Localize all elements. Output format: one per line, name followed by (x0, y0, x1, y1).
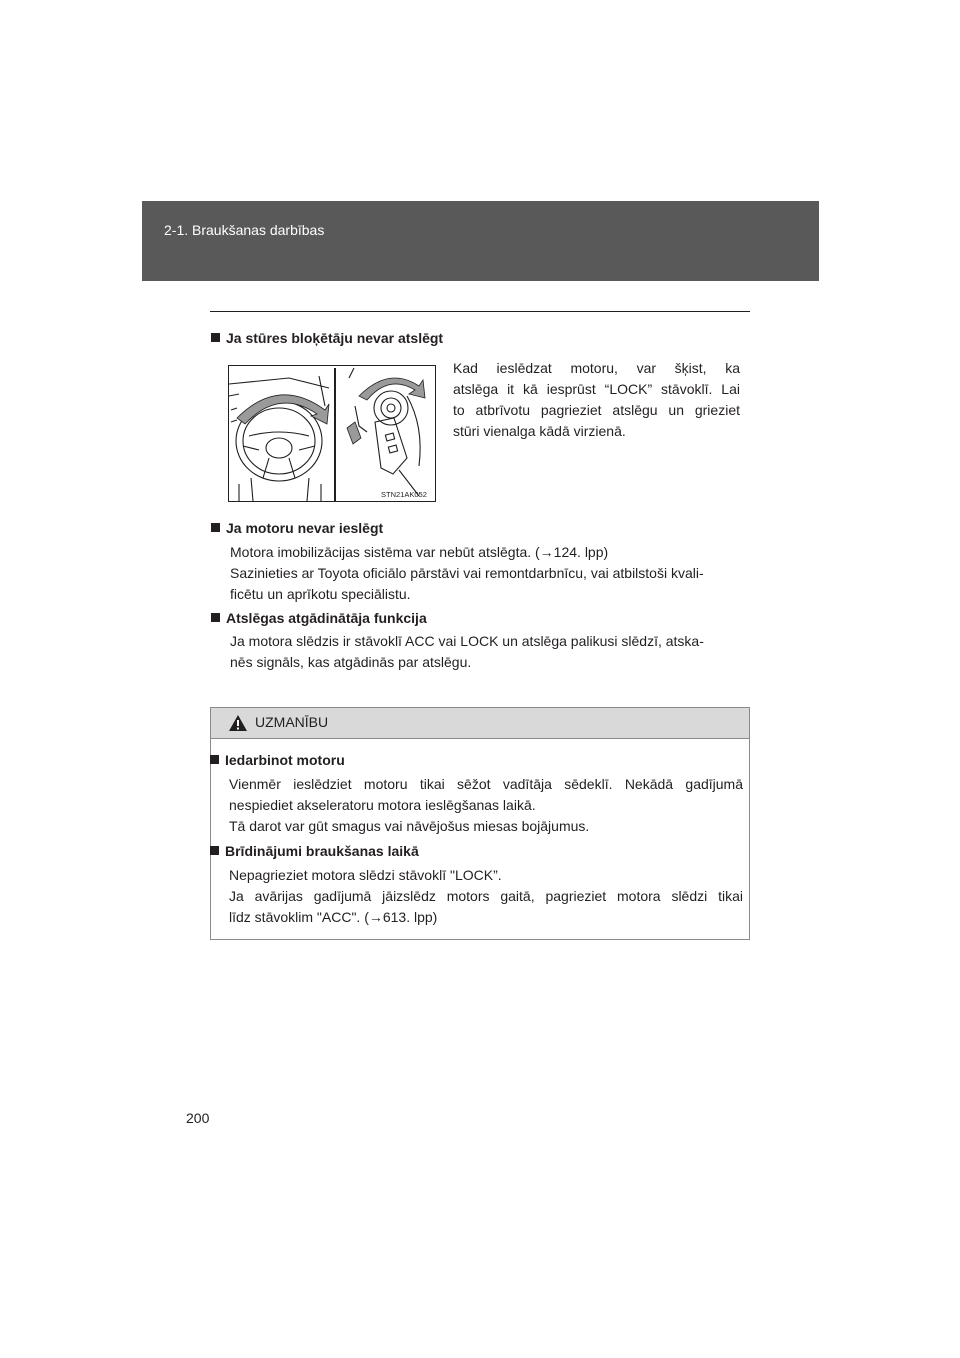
caution-header (211, 708, 749, 739)
top-divider (210, 311, 750, 312)
warning-triangle-icon (228, 714, 248, 732)
section-heading-engine-no-start: Ja motoru nevar ieslēgt (211, 518, 383, 538)
bullet-square-icon (211, 523, 220, 532)
caution-box (210, 707, 750, 940)
key-reminder-text: Ja motora slēdzis ir stāvoklī ACC vai LOCK un atslēga palikusi slēdzī, atska- nēs signāls, kas atgādinās par atslēgu. (230, 633, 704, 670)
steering-wheel-key-drawing (229, 366, 435, 501)
section-title: 2-1. Braukšanas darbības (164, 222, 325, 238)
engine-no-start-text: Motora imobilizācijas sistēma var nebūt atslēgta. (→124. lpp) Sazinieties ar Toyota oficiālo pārstāvi vai remontdarbnīcu, vai atbilstoši kvali- ficētu un aprīkotu speciālistu. (230, 544, 704, 602)
bullet-square-icon (211, 613, 220, 622)
bullet-square-icon (211, 333, 220, 342)
caution-title: UZMANĪBU (255, 714, 329, 730)
steering-lock-text: Kad ieslēdzat motoru, var šķist, ka atslēga it kā iesprūst “LOCK” stāvoklī. Lai to atbrīvotu pagrieziet atslēgu un grieziet stūri vienalga kādā virzienā. (453, 360, 740, 439)
caution-heading-starting-engine: Iedarbinot motoru (210, 750, 345, 770)
section-heading-key-reminder: Atslēgas atgādinātāja funkcija (211, 608, 427, 628)
figure-code-label: STN21AK052 (381, 490, 427, 499)
caution-driving-text: Nepagrieziet motora slēdzi stāvoklī "LOCK”. Ja avārijas gadījumā jāizslēdz motors gaitā, pagrieziet motora slēdzi tikai līdz stāvoklim "ACC". (→613. lpp) (229, 867, 743, 925)
caution-heading-driving: Brīdinājumi braukšanas laikā (210, 841, 419, 861)
caution-starting-engine-text: Vienmēr ieslēdziet motoru tikai sēžot vadītāja sēdeklī. Nekādā gadījumā nespiediet akseleratoru motora ieslēgšanas laikā. Tā darot var gūt smagus vai nāvējošus miesas bojājumus. (229, 776, 743, 834)
bullet-square-icon (210, 755, 219, 764)
bullet-square-icon (210, 846, 219, 855)
section-heading-steering-lock: Ja stūres bloķētāju nevar atslēgt (211, 328, 443, 348)
steering-lock-illustration (228, 365, 436, 502)
page-number: 200 (186, 1110, 210, 1126)
section-header-bar (142, 201, 819, 281)
